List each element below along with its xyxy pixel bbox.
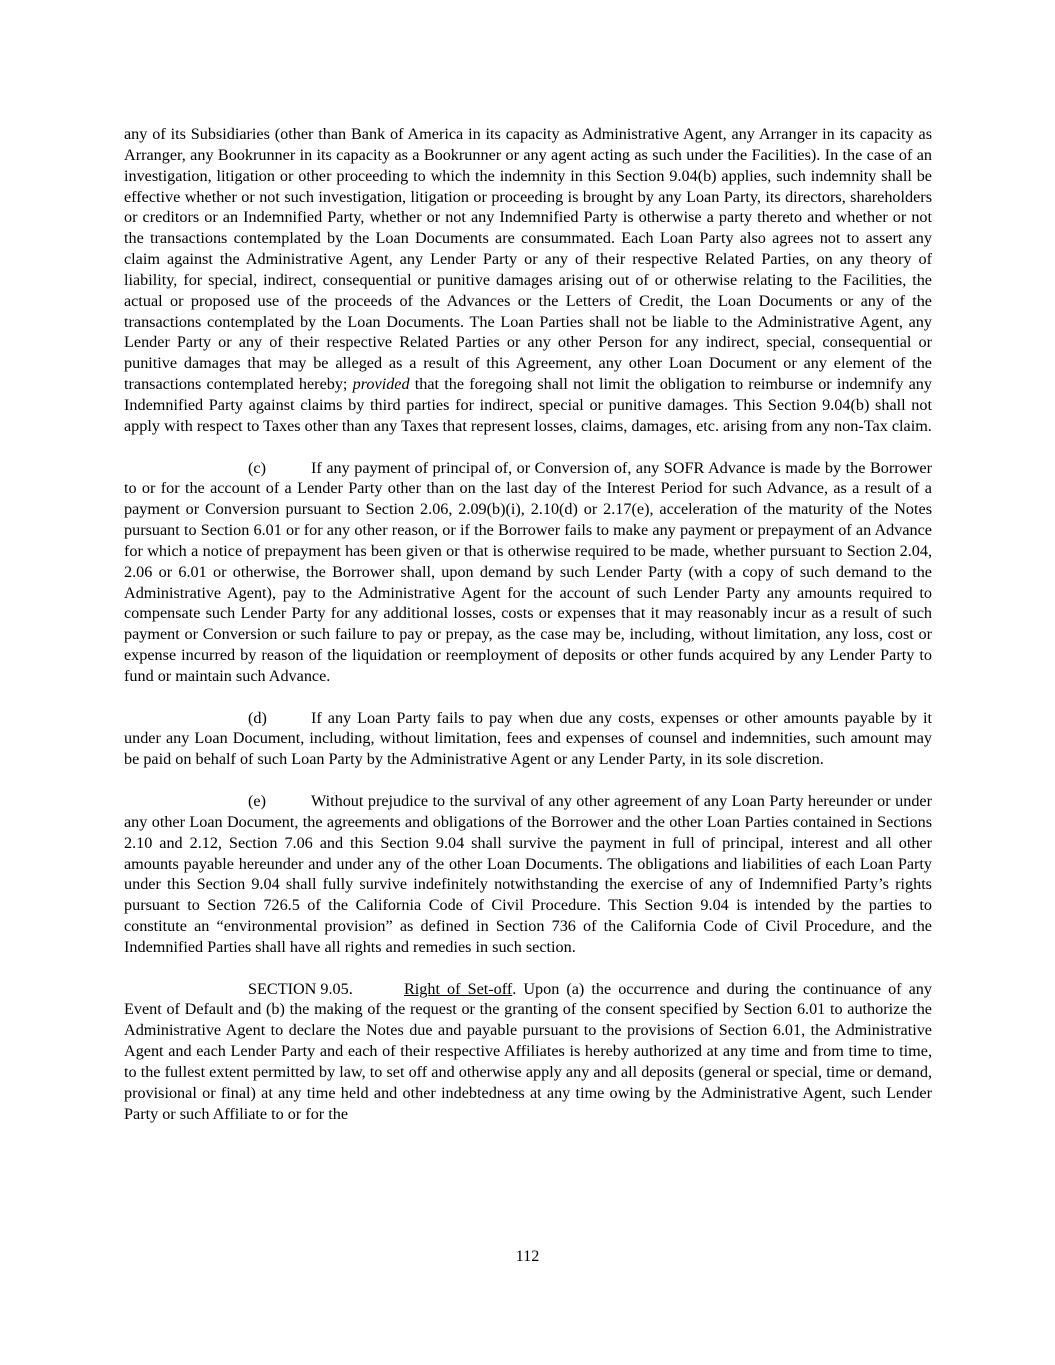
document-body: [124, 124, 932, 1145]
provided-italic: provided: [352, 375, 410, 394]
section-9-05-text: Upon (a) the occurrence and during the continuance of any Event of Default and (b) the making of the request or the granting of the consent specified by Section 6.01 to authorize the Administrative Agent to declare the Notes due and payable pursuant to the provisions of Section 6.01, the Administrative Agent and each Lender Party and each of their respective Affiliates is hereby authorized at any time and from time to time, to the fullest extent permitted by law, to set off and otherwise apply any and all deposits (general or special, time or demand, provisional or final) at any time held and other indebtedness at any time owing by the Administrative Agent, such Lender Party or such Affiliate to or for the: [124, 979, 932, 1123]
paragraph-c-text: If any payment of principal of, or Conversion of, any SOFR Advance is made by the Borrower to or for the account of a Lender Party other than on the last day of the Interest Period for such Advance, as a result of a payment or Conversion pursuant to Section 2.06, 2.09(b)(i), 2.10(d) or 2.17(e), acceleration of the maturity of the Notes pursuant to Section 6.01 or for any other reason, or if the Borrower fails to make any payment or prepayment of an Advance for which a notice of prepayment has been given or that is otherwise required to be made, whether pursuant to Section 2.04, 2.06 or 6.01 or otherwise, the Borrower shall, upon demand by such Lender Party (with a copy of such demand to the Administrative Agent), pay to the Administrative Agent for the account of such Lender Party any amounts required to compensate such Lender Party for any additional losses, costs or expenses that it may reasonably incur as a result of such payment or Conversion or such failure to pay or prepay, as the case may be, including, without limitation, any loss, cost or expense incurred by reason of the liquidation or reemployment of deposits or other funds acquired by any Lender Party to fund or maintain such Advance.: [124, 458, 932, 685]
paragraph-d: [124, 708, 932, 771]
page-number: 112: [515, 1247, 540, 1265]
paragraph-e: [124, 791, 932, 958]
paragraph-b-text-2: that the foregoing shall not limit the obligation to reimburse or indemnify any Indemnified Party against claims by third parties for indirect, special or punitive damages. This Section 9.04(b) shall not apply with respect to Taxes other than any Taxes that represent losses, claims, damages, etc. arising from any non-Tax claim.: [124, 375, 932, 435]
section-9-05-label: SECTION 9.05.: [248, 979, 353, 998]
paragraph-d-label: (d): [248, 708, 267, 727]
paragraph-e-label: (e): [248, 792, 266, 810]
paragraph-d-text: If any Loan Party fails to pay when due any costs, expenses or other amounts payable by it under any Loan Document, including, without limitation, fees and expenses of counsel and indemnities, such amount may be paid on behalf of such Loan Party by the Administrative Agent or any Lender Party, in its sole discretion.: [124, 708, 932, 769]
section-9-05: [124, 979, 932, 1125]
paragraph-b-text-1: any of its Subsidiaries (other than Bank of America in its capacity as Administrative Agent, any Arranger in its capacity as Arranger, any Bookrunner in its capacity as a Bookrunner or any agent acting as such under the Facilities). In the case of an investigation, litigation or other proceeding to which the indemnity in this Section 9.04(b) applies, such indemnity shall be effective whether or not such investigation, litigation or proceeding is brought by any Loan Party, its directors, shareholders or creditors or an Indemnified Party, whether or not any Indemnified Party is otherwise a party thereto and whether or not the transactions contemplated by the Loan Documents are consummated. Each Loan Party also agrees not to assert any claim against the Administrative Agent, any Lender Party or any of their respective Related Parties, on any theory of liability, for special, indirect, consequential or punitive damages arising out of or otherwise relating to the Facilities, the actual or proposed use of the proceeds of the Advances or the Letters of Credit, the Loan Documents or any of the transactions contemplated by the Loan Documents. The Loan Parties shall not be liable to the Administrative Agent, any Lender Party or any of their respective Related Parties or any other Person for any indirect, special, consequential or punitive damages that may be alleged as a result of this Agreement, any other Loan Document or any element of the transactions contemplated hereby;: [124, 125, 932, 394]
section-9-05-heading-punct: .: [512, 979, 517, 998]
paragraph-e-text: Without prejudice to the survival of any other agreement of any Loan Party hereunder or under any other Loan Document, the agreements and obligations of the Borrower and the other Loan Parties contained in Sections 2.10 and 2.12, Section 7.06 and this Section 9.04 shall survive the payment in full of principal, interest and all other amounts payable hereunder and under any of the other Loan Documents. The obligations and liabilities of each Loan Party under this Section 9.04 shall fully survive indefinitely notwithstanding the exercise of any of Indemnified Party’s rights pursuant to Section 726.5 of the California Code of Civil Procedure. This Section 9.04 is intended by the parties to constitute an “environmental provision” as defined in Section 736 of the California Code of Civil Procedure, and the Indemnified Parties shall have all rights and remedies in such section.: [124, 792, 932, 956]
paragraph-c-label: (c): [248, 458, 266, 477]
paragraph-b-continuation: [124, 124, 932, 437]
section-9-05-heading: Right of Set-off: [404, 979, 513, 998]
paragraph-c: [124, 458, 932, 687]
